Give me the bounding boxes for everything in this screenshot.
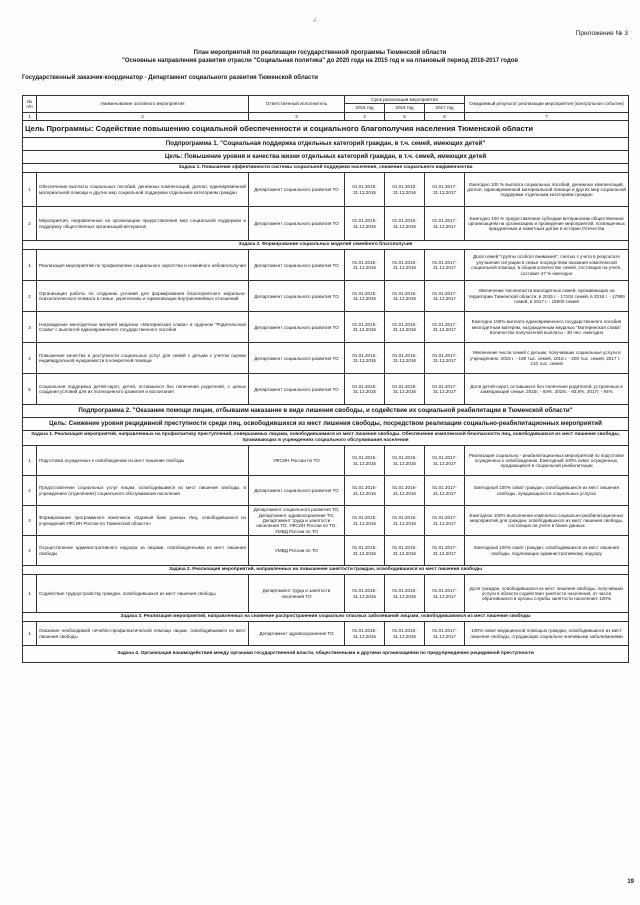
col-2016: 2016 год [385,104,425,112]
row-executor: Департамент социального развития ТО, Департамент здравоохранения ТО, Департамент труда и занятости населения ТО, УФСИН России по ТО, УМВД России по ТО [249,506,345,536]
col-index: 2 [37,112,249,120]
col-name: Наименование основного мероприятия [37,96,249,113]
row-executor: УФСИН России по ТО [249,446,345,476]
subprogram-1-goal: Цель: Повышение уровня и качества жизни отдельных категорий граждан, в т.ч. семей, имеющих детей [23,151,629,164]
row-executor: Департамент социального развития ТО [249,207,345,241]
row-period-2016: 01.01.2016-31.12.2016 [385,446,425,476]
row-result: Ежегодное 100% выполнение комплекса социально-реабилитационных мероприятий для граждан, освободившихся из мест лишения свободы, состоящих на учете в банке данных [465,506,629,536]
row-period-2015: 01.01.2015-31.12.2015 [345,281,385,312]
col-index: 3 [249,112,345,120]
row-period-2015: 01.01.2015-31.12.2015 [345,173,385,207]
page-number: 19 [627,879,634,885]
document-title [20,49,620,65]
row-period-2015: 01.01.2015-31.12.2015 [345,374,385,405]
row-result: Доля граждан, освободившихся из мест лишения свободы, получивших услуги в области содействия занятости населения, от числа обратившихся в органы службы занятости населения: 100% [465,575,629,613]
row-number: 1 [23,446,37,476]
row-period-2017: 01.01.2017-31.12.2017 [425,281,465,312]
row-period-2015: 01.01.2015-31.12.2015 [345,536,385,566]
row-activity: Формирование программного комплекса «Единый банк данных Лиц, освободившихся из учреждений УФСИН России по Тюменской области» [37,506,249,536]
row-period-2016: 01.01.2016-31.12.2016 [385,622,425,646]
table-row [23,250,629,281]
row-activity: Осуществление административного надзора за лицами, освобожденными из мест лишения свободы [37,536,249,566]
row-period-2016: 01.01.2016-31.12.2016 [385,506,425,536]
row-executor: Департамент социального развития ТО [249,343,345,374]
row-result: Доля семей "группы особого внимания", снятых с учета в результате улучшения ситуации в семье посредством оказания комплексной социальной помощи, в общем количестве семей, состоящих на учете, составит 47 % ежегодно [465,250,629,281]
table-row [23,506,629,536]
row-activity: Оказание необходимой лечебно-профилактической помощи лицам, освободившимся из мест лишения свободы [37,622,249,646]
subprogram-2-title: Подпрограмма 2. "Оказание помощи лицам, отбывшим наказание в виде лишения свободы, и содействие их социальной реабилитации в Тюменской области" [23,405,629,418]
plan-body [23,121,629,663]
row-period-2017: 01.01.2017-31.12.2017 [425,446,465,476]
row-activity: Мероприятия, направленные на организацию предоставления мер социальной поддержки и поддержку общественных организаций ветеранов [37,207,249,241]
table-row [23,374,629,405]
row-executor: Департамент социального развития ТО [249,250,345,281]
row-period-2017: 01.01.2017-31.12.2017 [425,343,465,374]
row-period-2015: 01.01.2015-31.12.2015 [345,312,385,343]
task-heading: Задача 4. Организация взаимодействия между органами государственной власти, общественными и другими организациями по предупреждению рецидивной преступности [23,646,629,663]
row-period-2017: 01.01.2017-31.12.2017 [425,476,465,506]
title-line-2: "Основные направления развития отрасли "Социальная политика" до 2020 года на 2015 год и на плановый период 2016-2017 годов [121,58,519,64]
col-index: 5 [385,112,425,120]
row-period-2016: 01.01.2016-31.12.2016 [385,250,425,281]
customer-line: Государственный заказчик-координатор - Департамент социального развития Тюменской области [22,75,318,81]
row-executor: Департамент социального развития ТО [249,173,345,207]
row-period-2015: 01.01.2015-31.12.2015 [345,207,385,241]
row-period-2016: 01.01.2016-31.12.2016 [385,173,425,207]
title-line-1: План мероприятий по реализации государственной программы Тюменской области [193,50,447,56]
col-2017: 2017 год [425,104,465,112]
row-period-2016: 01.01.2016-31.12.2016 [385,312,425,343]
subprogram-2-goal: Цель: Снижение уровня рецидивной преступности среди лиц, освободившихся из мест лишения свободы, посредством реализации социально-реабилитационных мероприятий [23,418,629,431]
row-number: 4 [23,536,37,566]
row-period-2015: 01.01.2015-31.12.2015 [345,575,385,613]
task-heading: Задача 3. Реализация мероприятий, направленных на снижение распространения социально опасных заболеваний лицами, освободившимися из мест лишения свободы [23,613,629,622]
col-period: Срок реализации мероприятия [345,96,465,104]
row-executor: Департамент социального развития ТО [249,374,345,405]
table-row [23,343,629,374]
row-activity: Социальная поддержка детей-сирот, детей, оставшихся без попечения родителей, с целью создания условий для их полноценного развития и воспитания [37,374,249,405]
row-number: 2 [23,476,37,506]
row-result: Доля детей-сирот, оставшихся без попечения родителей, устроенных в замещающие семьи: 2015г. - 93%, 2016г. - 93,5%, 2017г. - 94% [465,374,629,405]
row-number: 1 [23,173,37,207]
row-activity: Предоставление социальных услуг лицам, освободившимся из мест лишения свободы, в учреждениях (отделениях) социального обслуживания населения [37,476,249,506]
row-period-2016: 01.01.2016-31.12.2016 [385,343,425,374]
col-index: 7 [465,112,629,120]
row-activity: Реализация мероприятий по профилактике социального сиротства и семейного неблагополучия [37,250,249,281]
row-executor: Департамент социального развития ТО [249,281,345,312]
table-row [23,622,629,646]
row-number: 3 [23,312,37,343]
row-activity: Обеспечение выплаты социальных пособий, денежных компенсаций, доплат, единовременной материальной помощи и других мер социальной поддержки отдельным категориям граждан [37,173,249,207]
row-result: 100% охват медицинской помощью граждан, освободившихся из мест лишения свободы, страдающих социально-значимыми заболеваниями [465,622,629,646]
row-period-2017: 01.01.2017-31.12.2017 [425,207,465,241]
row-period-2015: 01.01.2015-31.12.2015 [345,476,385,506]
col-2015: 2015 год [345,104,385,112]
row-number: 1 [23,622,37,646]
table-row [23,446,629,476]
row-period-2017: 01.01.2017-31.12.2017 [425,312,465,343]
row-period-2016: 01.01.2016-31.12.2016 [385,536,425,566]
row-number: 1 [23,250,37,281]
table-row [23,575,629,613]
subprogram-1-title: Подпрограмма 1. "Социальная поддержка отдельных категорий граждан, в т.ч. семей, имеющих детей" [23,138,629,151]
table-row [23,173,629,207]
row-activity: Повышение качества и доступности социальных услуг для семей с детьми с учетом оценки индивидуальной нуждаемости в конкретной помощи [37,343,249,374]
row-number: 2 [23,281,37,312]
col-num: № п/п [23,96,37,113]
row-result: Ежегодно 100 % предоставление субсидии ветеранским общественным организациям на организацию и проведение мероприятий, посвященных праздничным и памятным датам в истории Отечества [465,207,629,241]
row-result: Увеличение числа семей с детьми, получивших социальные услуги в учреждениях: 2015 г. - 190 тыс. семей, 2016 г. - 200 тыс. семей, 2017 г. - 210 тыс. семей [465,343,629,374]
row-period-2017: 01.01.2017-31.12.2017 [425,622,465,646]
row-result: Ежегодный 100% охват граждан, освободившихся из мест лишения свободы, нуждающихся в социальных услугах [465,476,629,506]
row-executor: Департамент социального развития ТО [249,476,345,506]
row-executor: Департамент труда и занятости населения ТО [249,575,345,613]
task-heading: Задача 1. Повышение эффективности системы социальной поддержки населения, снижение социального иждивенчества [23,164,629,173]
program-goal: Цель Программы: Содействие повышению социальной обеспеченности и социального благополучия населения Тюменской области [23,121,629,138]
row-period-2017: 01.01.2017-31.12.2017 [425,536,465,566]
table-row [23,536,629,566]
row-result: Ежегодно 100% выплата единовременного государственного пособия многодетным матерям, награжденным медалью "Материнская слава" Количество получателей выплаты - 30 чел. ежегодно [465,312,629,343]
row-period-2016: 01.01.2016-31.12.2016 [385,281,425,312]
row-result: Ежегодный 100% охват граждан, освободившихся из мест лишения свободы, подлежащих административному надзору [465,536,629,566]
row-period-2017: 01.01.2017-31.12.2017 [425,173,465,207]
col-index: 4 [345,112,385,120]
appendix-label: Приложение № 3 [575,30,628,37]
row-number: 4 [23,343,37,374]
row-period-2016: 01.01.2016-31.12.2016 [385,476,425,506]
table-row [23,476,629,506]
row-executor: Департамент здравоохранения ТО [249,622,345,646]
task-heading: Задача 2. Реализация мероприятий, направленных на повышение занятости граждан, освободившихся из мест лишения свободы [23,566,629,575]
row-period-2015: 01.01.2015-31.12.2015 [345,446,385,476]
row-result: Увеличение численности многодетных семей, проживающих на территории Тюменской области: в 2015 г. - 17104 семей, в 2016 г. - 17959 семей, в 2017 г. - 18000 семей [465,281,629,312]
row-number: 5 [23,374,37,405]
row-period-2017: 01.01.2017-31.12.2017 [425,506,465,536]
plan-table [22,95,629,663]
row-number: 2 [23,207,37,241]
row-executor: Департамент социального развития ТО [249,312,345,343]
row-period-2015: 01.01.2015-31.12.2015 [345,343,385,374]
row-number: 3 [23,506,37,536]
row-period-2017: 01.01.2017-31.12.2017 [425,575,465,613]
row-number: 1 [23,575,37,613]
row-period-2016: 01.01.2016-31.12.2016 [385,374,425,405]
row-activity: Награждение многодетных матерей медалью «Материнская слава» и орденом "Родительская Слава" с выплатой единовременного государственного пособия [37,312,249,343]
row-activity: Содействие трудоустройству граждан, освободившихся из мест лишения свободы [37,575,249,613]
row-period-2016: 01.01.2016-31.12.2016 [385,207,425,241]
scan-mark: ·/· [312,18,318,24]
row-result: Реализация социально - реабилитационных мероприятий по подготовке осужденных к освобождению. Ежегодный 100% охват осужденных, нуждающихся в социальной реабилитации [465,446,629,476]
row-period-2015: 01.01.2015-31.12.2015 [345,506,385,536]
row-period-2017: 01.01.2017-31.12.2017 [425,374,465,405]
row-period-2015: 01.01.2015-31.12.2015 [345,622,385,646]
table-row [23,312,629,343]
task-heading: Задача 1. Реализация мероприятий, направленных на профилактику преступлений, совершаемых лицами, освободившимися из мест лишения свободы. Обеспечение комплексной безопасности лиц, освободившихся из мест лишения свободы, проживающих в учреждениях социального обслуживания населения [23,431,629,446]
row-activity: Подготовка осужденных к освобождению из мест лишения свободы [37,446,249,476]
table-row [23,281,629,312]
table-row [23,207,629,241]
row-result: Ежегодно 100 % выплата социальных пособий, денежных компенсаций, доплат, единовременной материальной помощи и других мер социальной поддержки отдельным категориям граждан [465,173,629,207]
row-period-2015: 01.01.2015-31.12.2015 [345,250,385,281]
col-exec: Ответственный исполнитель [249,96,345,113]
col-result: Ожидаемый результат реализации мероприятия (контрольное событие) [465,96,629,113]
col-index: 1 [23,112,37,120]
col-index: 6 [425,112,465,120]
task-heading: Задача 2. Формирование социальных моделей семейного благополучия [23,241,629,250]
row-period-2016: 01.01.2016-31.12.2016 [385,575,425,613]
row-period-2017: 01.01.2017-31.12.2017 [425,250,465,281]
row-activity: Организация работы по созданию условий для формирования благоприятного морально-психологического климата в семье, укреплению и гармонизации внутрисемейных отношений [37,281,249,312]
row-executor: УМВД России по ТО [249,536,345,566]
